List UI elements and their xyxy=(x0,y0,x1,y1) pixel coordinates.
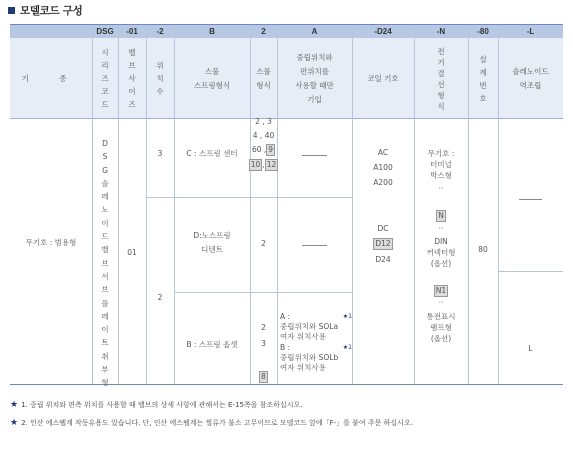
kijong-value: 무기호 : 범용형 xyxy=(25,238,77,247)
b-option: B : ★1 중립위치와 SOLb 여자 위치사용 xyxy=(280,343,352,372)
col-divider xyxy=(498,25,499,384)
series-name: DSG솔레노이드밸브서브플레이트취부형 xyxy=(101,139,109,388)
valve-size-value: 01 xyxy=(127,248,137,257)
reverse-l: L xyxy=(528,344,533,353)
elec-lamp: 통전표시 램프형 (옵션) xyxy=(426,312,456,343)
sub-positions: 위치수 xyxy=(156,61,164,96)
spool-c-line4: 10 , 12 xyxy=(250,160,277,169)
elec-ellipsis: ·· xyxy=(438,184,444,193)
col-divider xyxy=(468,25,469,384)
a-dash-c xyxy=(302,155,327,156)
spool-b-8: 8 xyxy=(261,372,266,381)
header-design: -80 xyxy=(477,27,489,36)
spool-c-line1: 2 , 3 xyxy=(255,117,272,126)
sub-reverse: 솔레노이드 역조립 xyxy=(512,66,549,90)
design-number: 80 xyxy=(478,245,488,254)
coil-dc: DC xyxy=(377,224,389,233)
col-divider xyxy=(352,25,353,384)
col-divider xyxy=(174,25,175,384)
title-text: 모델코드 구성 xyxy=(20,5,83,17)
elec-n1: N1 xyxy=(435,286,447,295)
spool-d-value: 2 xyxy=(261,239,266,248)
spool-b-3: 3 xyxy=(261,339,266,348)
elec-din: DIN 커넥터형 (옵션) xyxy=(426,237,456,268)
sub-kijong: 기 종 xyxy=(21,73,81,83)
note-2: ★ 2. 인산 에스펠계 작동유용도 있습니다. 단, 인산 에스펠계는 씰류가 불소 고무이므로 모델코드 앞에「F-」를 붙여 주문 하십시오. xyxy=(10,418,413,428)
a-dash-d xyxy=(302,245,327,246)
star-icon: ★ xyxy=(10,418,19,428)
star-icon: ★1 xyxy=(342,344,352,351)
sub-spring: 스풀 스프링형식 xyxy=(193,66,231,90)
positions-2: 2 xyxy=(157,293,163,302)
sub-design: 설계번호 xyxy=(479,54,487,103)
header-reverse: -L xyxy=(526,27,535,36)
sub-series: 시리즈코드 xyxy=(101,48,109,109)
sub-coil: 코일 기호 xyxy=(367,73,399,83)
header-spring: B xyxy=(209,27,215,36)
sub-a: 중립위치와 편위치를 사용할 때만 기입 xyxy=(295,52,334,104)
spring-offset: B : 스프링 옵셋 xyxy=(186,340,238,349)
sub-size: 밸브사이즈 xyxy=(128,48,136,109)
notes xyxy=(10,399,563,435)
spool-9-box: 9 xyxy=(268,145,274,154)
spring-detent: D:노스프링 디텐트 xyxy=(193,231,231,254)
elec-terminal: 무기호 : 터미널 박스형 xyxy=(427,149,455,180)
spool-b-2: 2 xyxy=(261,323,266,332)
model-code-table xyxy=(10,24,563,388)
row-divider xyxy=(146,197,352,198)
a-option: A : ★1 중립위치와 SOLa 여자 위치사용 xyxy=(280,312,352,341)
coil-d24: D24 xyxy=(375,255,391,264)
sub-elec: 전기결선형식 xyxy=(437,46,445,111)
positions-3: 3 xyxy=(157,149,163,158)
header-dsg: DSG xyxy=(96,27,114,36)
spool-c-line3: 60 , 9 xyxy=(251,145,274,154)
header-coil: -D24 xyxy=(374,27,392,36)
header-a: A xyxy=(311,27,318,36)
header-elec: -N xyxy=(436,27,446,36)
col-divider xyxy=(277,25,278,384)
row-divider xyxy=(174,292,352,293)
title-bullet-icon xyxy=(8,7,15,14)
col-divider xyxy=(118,25,119,384)
reverse-dash xyxy=(519,199,542,200)
header-spool: 2 xyxy=(261,27,266,36)
elec-ellipsis: ·· xyxy=(438,298,444,307)
spool-12-box: 12 xyxy=(266,160,277,169)
col-divider xyxy=(146,25,147,384)
spring-center: C : 스프링 센터 xyxy=(186,149,238,158)
spool-c-line2: 4 , 40 xyxy=(252,131,275,140)
note-1: ★ 1. 중립 위치와 편측 위치를 사용할 때 밸브의 상세 사항에 관해서는 E-15쪽을 참조하십시오. xyxy=(10,400,303,410)
sub-spool: 스풀 형식 xyxy=(256,66,271,90)
section-title xyxy=(8,3,82,18)
coil-d12: D12 xyxy=(375,239,391,248)
elec-n: N xyxy=(438,211,444,220)
star-icon: ★1 xyxy=(342,313,352,320)
elec-ellipsis: ·· xyxy=(438,224,444,233)
star-icon: ★ xyxy=(10,400,19,410)
header-size: -01 xyxy=(126,27,138,36)
spool-10-box: 10 xyxy=(250,160,261,169)
header-positions: -2 xyxy=(156,27,164,36)
row-divider xyxy=(498,271,563,272)
coil-ac: AC A100 A200 xyxy=(373,148,393,187)
